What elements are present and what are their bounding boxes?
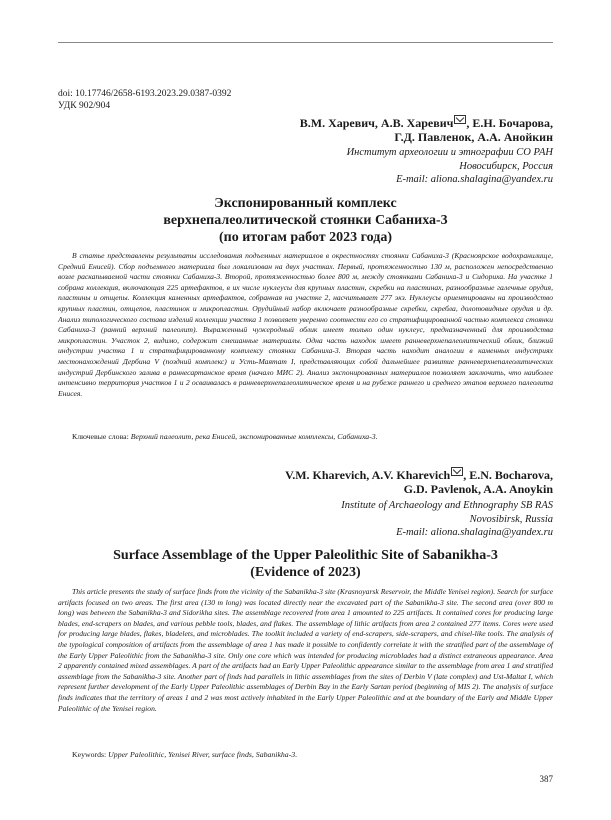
en-authors-a: V.M. Kharevich, A.V. Kharevich [285, 468, 451, 482]
ru-authors-b: , Е.Н. Бочарова, [466, 116, 553, 130]
en-authors-line2: G.D. Pavlenok, A.A. Anoykin [403, 482, 553, 496]
ru-email: E-mail: aliona.shalagina@yandex.ru [396, 174, 553, 185]
ru-authors-line1 [300, 115, 553, 131]
ru-title-line3: (по итогам работ 2023 года) [218, 230, 393, 245]
ru-abstract: В статье представлены результаты исследования подъемных материалов в окрестностях стоянки Сабаниха-3 (Красноярское водохранилище, Средний Енисей). Сбор подъемного материала был локализован на двух участках. Первый, протяженностью 130 м, расположен непосредственно возле раскапываемой части стоянки Сабаниха-3. Второй, протяженностью более 800 м, между стоянками Сабаниха-3 и Сидориха. На участке 1 собрана коллекция, включающая 225 артефактов, в их числе нуклеусы для крупных пластин, скребки на пластинах, разнообразные галечные орудия, пластины и отщепы. Коллекция каменных артефактов, собранная на участке 2, насчитывает 277 экз. Нуклеусы ориентированы на производство крупных пластин, отщепов, пластинок и микропластин. Орудийный набор включает разнообразные скребки, скребла, долотовидные орудия и др. Анализ типологического состава изделий коллекции участка 1 позволяет уверенно соотнести его со стратифицированной частью комплекса стоянки Сабаниха-3 (ранний верхний палеолит). Выраженный чужеродный облик имеет только один нуклеус, предназначенный для производства микропластин. Участок 2, видимо, содержит смешанные материалы. Одна часть находок имеет ранневерхнепалеолитический облик, близкий индустрии участка 1 и стратифицированному комплексу стоянки Сабаниха-3. Вторая часть находит аналогии в каменных индустриях местонахождений Дербина V (поздний комплекс) и Усть-Маятат I, представляющих собой дальнейшее развитие ранневерхнепалеолитических индустрий Дербинского залива в раннесартанское время (начало МИС 2). Анализ экспонированных материалов позволяет заключить, что наиболее интенсивно территория участков 1 и 2 осваивалась в ранневерхнепалеолитическое время и на рубеже раннего и среднего этапов верхнего палеолита Енисея. [58, 251, 553, 398]
udc: УДК 902/904 [58, 101, 111, 111]
en-email: E-mail: aliona.shalagina@yandex.ru [396, 527, 553, 538]
ru-title-line2: верхнепалеолитической стоянки Сабаниха-3 [163, 213, 448, 228]
en-institute: Institute of Archaeology and Ethnography SB RAS [341, 500, 553, 511]
en-title-line1: Surface Assemblage of the Upper Paleolithic Site of Sabanikha-3 [113, 548, 498, 563]
en-keywords-label: Keywords: [72, 750, 109, 759]
envelope-icon [451, 467, 463, 476]
doi: doi: 10.17746/2658-6193.2023.29.0387-0392 [58, 89, 232, 99]
envelope-icon [454, 115, 466, 124]
top-rule [58, 42, 553, 43]
en-authors-line1 [285, 467, 553, 483]
ru-city: Новосибирск, Россия [459, 160, 553, 172]
ru-authors-line2: Г.Д. Павленок, А.А. Анойкин [394, 130, 553, 144]
ru-keywords-value: Верхний палеолит, река Енисей, экспонированные комплексы, Сабаниха-3. [130, 432, 378, 441]
ru-authors-a: В.М. Харевич, А.В. Харевич [299, 116, 454, 130]
en-keywords-value: Upper Paleolithic, Yenisei River, surface finds, Sabanikha-3. [108, 750, 298, 759]
en-city: Novosibirsk, Russia [469, 513, 553, 525]
en-abstract: This article presents the study of surface finds from the vicinity of the Sabanikha-3 site (Krasnoyarsk Reservoir, the Middle Yenisei region). Search for surface artifacts focused on two areas. The first area (130 m long) was located directly near the excavated part of the Sabanikha-3 site. The second area (over 800 m long) was between the Sabanikha-3 and Sidorikha sites. The assemblage recovered from area 1 amounted to 225 artifacts. It contained cores for producing large blades, end-scrapers on blades, and various pebble tools, blades, and flakes. The assemblage of lithic artifacts from area 2 contained 277 items. Cores were used for producing large blades, flakes, bladelets, and microblades. The toolkit included a variety of end-scrapers, side-scrapers, and chisel-like tools. The analysis of the typological composition of artifacts from the assemblage of area 1 has made it possible to confidently correlate it with the stratified part of the assemblage of the Early Upper Paleolithic from the Sabanikha-3 site. Only one core which was intended for producing microblades had a distinct extraneous appearance. Area 2 apparently contained mixed assemblages. A part of the artifacts had an Early Upper Paleolithic appearance similar to the assemblage from area 1 and stratified assemblage from the Sabanikha-3 site. Another part of finds had parallels in lithic assemblages from the sites of Derbin V (late complex) and Ust-Maltat I, which represent further development of the Early Upper Paleolithic assemblages of Derbin Bay in the Early Sartan period (beginning of MIS 2). The analysis of surface finds indicates that the territory of areas 1 and 2 was most actively inhabited in the Early Upper Paleolithic and at the boundary of the Early and Middle Upper Paleolithic of the Yenisei region. [58, 587, 553, 713]
en-keywords [72, 750, 552, 760]
ru-keywords-label: Ключевые слова: [72, 432, 131, 441]
page-number: 387 [539, 774, 553, 784]
ru-institute: Институт археологии и этнографии СО РАН [346, 147, 553, 158]
en-title-line2: (Evidence of 2023) [250, 565, 361, 580]
ru-title-line1: Экспонированный комплекс [214, 196, 397, 211]
en-authors-b: , E.N. Bocharova, [463, 468, 553, 482]
ru-keywords [72, 432, 552, 442]
